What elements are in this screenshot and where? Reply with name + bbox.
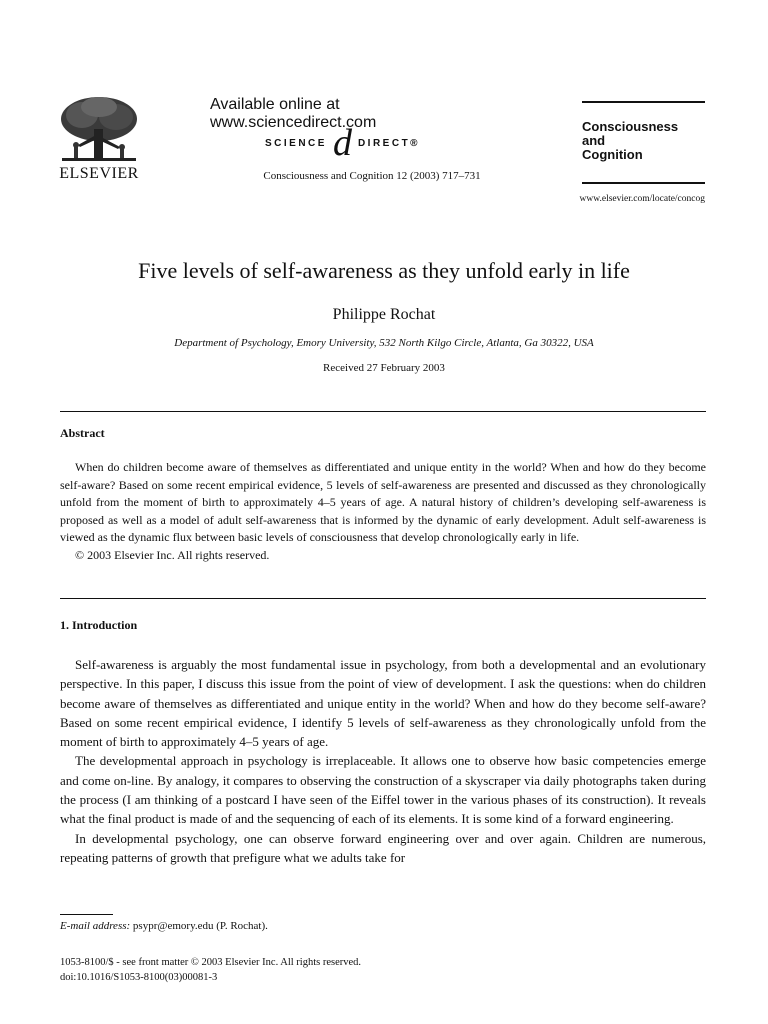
journal-name-line1: Consciousness xyxy=(582,119,679,134)
author-affiliation: Department of Psychology, Emory University, 532 North Kilgo Circle, Atlanta, Ga 30322, USA xyxy=(174,337,594,349)
available-online-text: Available online at www.sciencedirect.com xyxy=(210,96,377,131)
elsevier-tree-icon xyxy=(56,95,142,167)
front-matter xyxy=(60,955,361,985)
journal-name xyxy=(582,120,707,162)
journal-rule-bottom xyxy=(582,182,705,184)
divider-bottom xyxy=(60,598,706,599)
email-link[interactable]: psypr@emory.edu xyxy=(132,920,214,932)
article-title: Five levels of self-awareness as they unfold early in life xyxy=(138,258,630,283)
elsevier-wordmark: ELSEVIER xyxy=(59,165,139,182)
email-label: E-mail address: xyxy=(60,920,131,932)
abstract-heading: Abstract xyxy=(60,426,105,440)
abstract-text: When do children become aware of themselves as differentiated and unique entity in the world? When and how do they become self-aware? Based on some recent empirical evidence, 5 levels of self-awareness are presented and discussed as they chronologically unfold from the moment of birth to approximately 4–5 years of age. A natural history of children’s developing self-awareness is proposed as well as a model of adult self-awareness that is informed by the dynamic of early development. Adult self-awareness is viewed as the dynamic flux between basic levels of consciousness that develop chronologically early in life. xyxy=(60,460,706,545)
front-matter-copyright: 1053-8100/$ - see front matter © 2003 Elsevier Inc. All rights reserved. xyxy=(60,957,362,968)
article-author: Philippe Rochat xyxy=(332,306,436,323)
footnote-email xyxy=(60,920,268,932)
elsevier-logo xyxy=(56,95,142,183)
received-date: Received 27 February 2003 xyxy=(323,362,445,374)
email-owner: (P. Rochat). xyxy=(216,920,268,932)
sciencedirect-right-word: DIRECT® xyxy=(357,137,421,149)
journal-url-link[interactable]: www.elsevier.com/locate/concog xyxy=(579,194,705,204)
footnote-rule xyxy=(60,914,113,915)
journal-name-line2: and xyxy=(582,133,606,148)
intro-paragraph-3: In developmental psychology, one can observe forward engineering over and over again. Children are numerous, repeating patterns of growth that prefigure what we adults take for xyxy=(60,830,706,865)
sciencedirect-d-icon: d xyxy=(332,122,352,164)
divider-top xyxy=(60,411,706,412)
journal-name-line3: Cognition xyxy=(582,147,643,162)
introduction-heading: 1. Introduction xyxy=(60,618,138,632)
journal-rule-top xyxy=(582,101,705,103)
abstract-copyright: © 2003 Elsevier Inc. All rights reserved. xyxy=(75,547,270,562)
sciencedirect-left-word: SCIENCE xyxy=(265,137,327,149)
sciencedirect-logo xyxy=(265,122,421,164)
journal-citation: Consciousness and Cognition 12 (2003) 717–731 xyxy=(263,170,481,182)
intro-paragraph-2: The developmental approach in psychology is irreplaceable. It allows one to observe how basic competencies emerge and come on-line. By analogy, it compares to observing the construction of a skyscraper via daily photographs taken during the process (I am thinking of a postcard I have seen of the Eiffel tower in the various phases of its construction). It reveals what the final product is made of and the sequencing of each of its elements. It is some kind of a forward engineering. xyxy=(60,753,706,827)
doi-text: doi:10.1016/S1053-8100(03)00081-3 xyxy=(60,972,218,983)
introduction-body xyxy=(60,655,706,867)
intro-paragraph-1: Self-awareness is arguably the most fundamental issue in psychology, from both a developmental and an evolutionary perspective. In this paper, I discuss this issue from the point of view of development. I ask the questions: when do children become aware of themselves as differentiated and unique entity in the world? When and how do they become self-aware? Based on some recent empirical evidence, I identify 5 levels of self-awareness as they chronologically unfold from the moment of birth to approximately 4–5 years of age. xyxy=(60,657,706,750)
abstract-body xyxy=(60,459,706,565)
